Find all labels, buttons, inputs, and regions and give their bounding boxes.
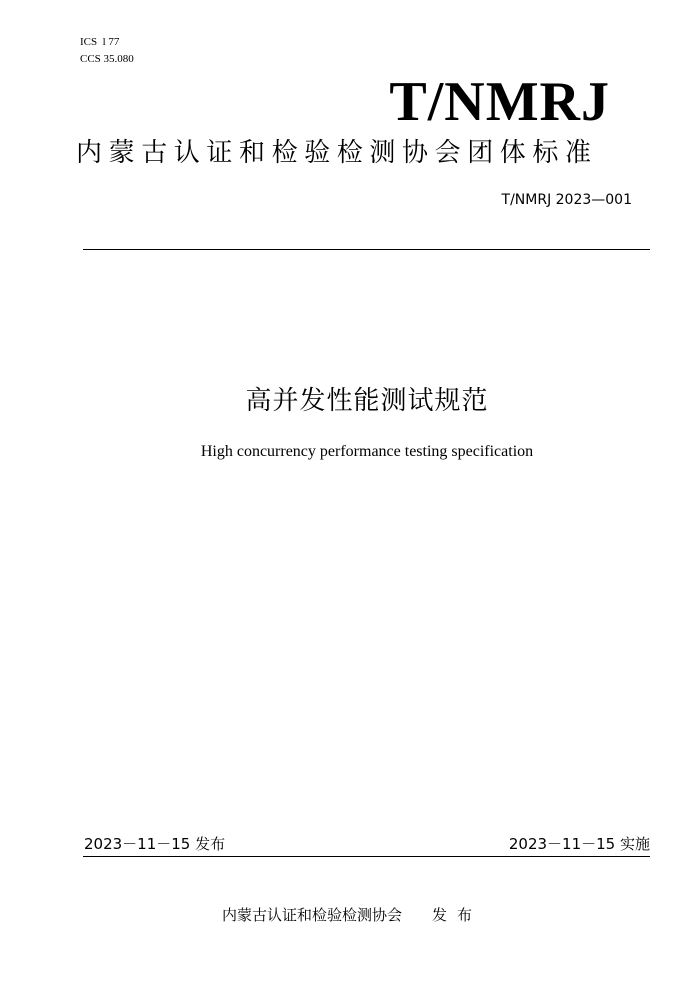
ics-code: ICS l 77 [80,36,120,48]
document-title-cn: 高并发性能测试规范 [245,386,489,416]
standard-number: T/NMRJ 2023—001 [501,192,632,208]
issuer-line [222,905,482,925]
bottom-divider [83,856,650,857]
publish-date: 2023－11－15 发布 [84,835,226,853]
issue-label: 发布 [432,906,483,924]
issuer-name: 内蒙古认证和检验检测协会 [222,906,403,924]
ccs-code: CCS 35.080 [80,53,134,65]
implement-date: 2023－11－15 实施 [508,835,650,853]
top-divider [83,249,650,250]
classification-codes [80,34,134,68]
organization-title: 内蒙古认证和检验检测协会团体标准 [76,138,598,168]
standard-logo: T/NMRJ [389,71,610,133]
document-title-en: High concurrency performance testing specification [200,443,534,460]
